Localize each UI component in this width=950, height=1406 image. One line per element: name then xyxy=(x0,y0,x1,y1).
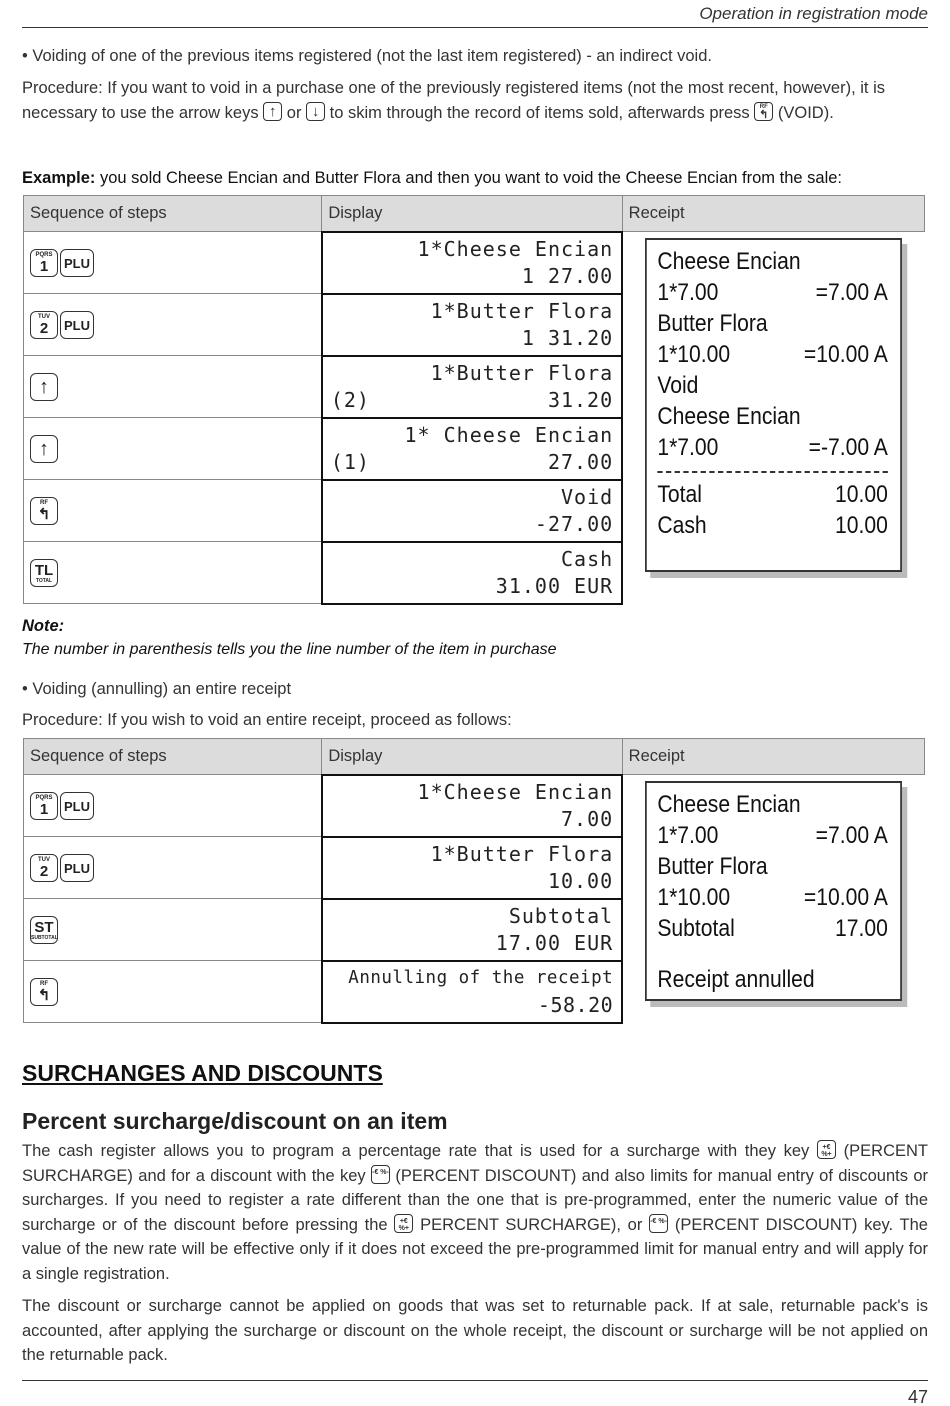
procedure-press: press xyxy=(709,103,750,122)
key-2-icon: TUV 2 xyxy=(30,854,58,882)
body-paragraph-2: The discount or surcharge cannot be applied on goods that was set to returnable pack. If at sale, returnable pack's is accounted, after applying the surcharge or discount on the whole receipt, the discount or surcharge will be not applied on the returnable pack. xyxy=(22,1297,928,1364)
display-cell: Void -27.00 xyxy=(322,480,622,542)
arrow-up-key-icon: ↑ xyxy=(263,102,282,121)
col-display-header: Display xyxy=(322,739,622,775)
void-key-icon: RF ↰ xyxy=(30,497,58,525)
page-footer xyxy=(22,1380,928,1406)
step-keys xyxy=(24,480,322,542)
plu-key-icon: PLU xyxy=(60,792,94,820)
col-sequence-header: Sequence of steps xyxy=(24,196,322,232)
note-text: The number in parenthesis tells you the line number of the item in purchase xyxy=(22,641,557,658)
arrow-up-key-icon: ↑ xyxy=(30,435,58,463)
procedure-void: (VOID). xyxy=(777,103,834,122)
receipt-slip: Cheese Encian 1*7.00 =7.00 A Butter Flora 1*10.00 =10.00 A Void Cheese Encian 1*7.00 =-7.00 A Total 10.00 Cash 10.00 xyxy=(645,238,902,572)
display-cell: Cash 31.00 EUR xyxy=(322,542,622,604)
key-2-icon: TUV 2 xyxy=(30,311,58,339)
example-text: you sold Cheese Encian and Butter Flora and then you want to void the Cheese Encian from the sale: xyxy=(95,169,842,187)
example-line xyxy=(22,166,928,191)
step-keys xyxy=(24,775,322,837)
step-keys xyxy=(24,418,322,480)
procedure-text-b: to skim through the record of items sold, afterwards xyxy=(329,103,705,122)
body-paragraph-1: The cash register allows you to program a percentage rate that is used for a surcharge with they key +€ %+ (PERCENT SURCHARGE) and for a discount with the key -€ %- (PERCENT DISCOUNT) and also limits for manual entry of discounts or surcharges. If you need to register a rate different than the one that is pre-programmed, enter the numeric value of the surcharge or of the discount before pressing the +€ %+ PERCENT SURCHARGE), or -€ %- (PERCENT DISCOUNT) key. The value of the new rate will be effective only if it does not exceed the pre-programmed limit for manual entry and will apply for a single registration. xyxy=(22,1142,928,1283)
step-keys xyxy=(24,961,322,1023)
bullet-indirect-void: • Voiding of one of the previous items registered (not the last item registered) - an indirect void. xyxy=(22,44,928,69)
percent-surcharge-key-icon: +€ %+ xyxy=(394,1214,413,1233)
col-receipt-header: Receipt xyxy=(622,739,924,775)
steps-table-1 xyxy=(23,195,925,605)
page-header xyxy=(22,4,928,28)
col-display-header: Display xyxy=(322,196,622,232)
procedure-indirect-void xyxy=(22,76,928,125)
procedure-annul-receipt: Procedure: If you wish to void an entire receipt, proceed as follows: xyxy=(22,711,512,729)
col-receipt-header: Receipt xyxy=(622,196,924,232)
plu-key-icon: PLU xyxy=(60,854,94,882)
page-number: 47 xyxy=(907,1387,928,1406)
total-key-icon: TL TOTAL xyxy=(30,559,58,587)
plu-key-icon: PLU xyxy=(60,311,94,339)
display-cell: 1*Cheese Encian 7.00 xyxy=(322,775,622,837)
display-cell: Annulling of the receipt -58.20 xyxy=(322,961,622,1023)
display-cell: 1*Butter Flora 1 31.20 xyxy=(322,294,622,356)
plu-key-icon: PLU xyxy=(60,249,94,277)
steps-table-2 xyxy=(23,738,925,1024)
void-key-icon: RF ↰ xyxy=(30,978,58,1006)
percent-surcharge-key-icon: +€ %+ xyxy=(817,1140,836,1159)
display-cell: 1*Butter Flora 10.00 xyxy=(322,837,622,899)
step-keys xyxy=(24,356,322,418)
step-keys xyxy=(24,899,322,961)
subtotal-key-icon: ST SUBTOTAL xyxy=(30,916,58,944)
procedure-text-a: Procedure: If you want to void in a purchase one of the previously registered items (not the most recent, however), it is necessary to use the arrow keys xyxy=(22,79,886,122)
receipt-cell xyxy=(622,232,924,604)
void-key-icon: RF ↰ xyxy=(754,102,773,121)
header-title: Operation in registration mode xyxy=(699,4,928,23)
percent-discount-key-icon: -€ %- xyxy=(649,1214,668,1233)
bullet-annul-receipt: • Voiding (annulling) an entire receipt xyxy=(22,677,928,702)
step-keys xyxy=(24,542,322,604)
display-cell: 1* Cheese Encian (1) 27.00 xyxy=(322,418,622,480)
receipt-cell xyxy=(622,775,924,1023)
step-keys xyxy=(24,232,322,294)
arrow-up-key-icon: ↑ xyxy=(30,373,58,401)
section-subheading: Percent surcharge/discount on an item xyxy=(22,1108,448,1134)
display-cell: Subtotal 17.00 EUR xyxy=(322,899,622,961)
display-cell: 1*Cheese Encian 1 27.00 xyxy=(322,232,622,294)
key-1-icon: PQRS 1 xyxy=(30,792,58,820)
step-keys xyxy=(24,837,322,899)
section-heading: SURCHANGES AND DISCOUNTS xyxy=(22,1060,383,1086)
step-keys xyxy=(24,294,322,356)
receipt-slip: Cheese Encian 1*7.00 =7.00 A Butter Flora 1*10.00 =10.00 A Subtotal 17.00 Receipt annulled xyxy=(645,781,902,1001)
note-label: Note: xyxy=(22,617,65,635)
percent-discount-key-icon: -€ %- xyxy=(371,1165,390,1184)
example-label: Example: xyxy=(22,169,96,187)
arrow-down-key-icon: ↓ xyxy=(306,102,325,121)
procedure-or: or xyxy=(286,103,302,122)
key-1-icon: PQRS 1 xyxy=(30,249,58,277)
display-cell: 1*Butter Flora (2) 31.20 xyxy=(322,356,622,418)
col-sequence-header: Sequence of steps xyxy=(24,739,322,775)
